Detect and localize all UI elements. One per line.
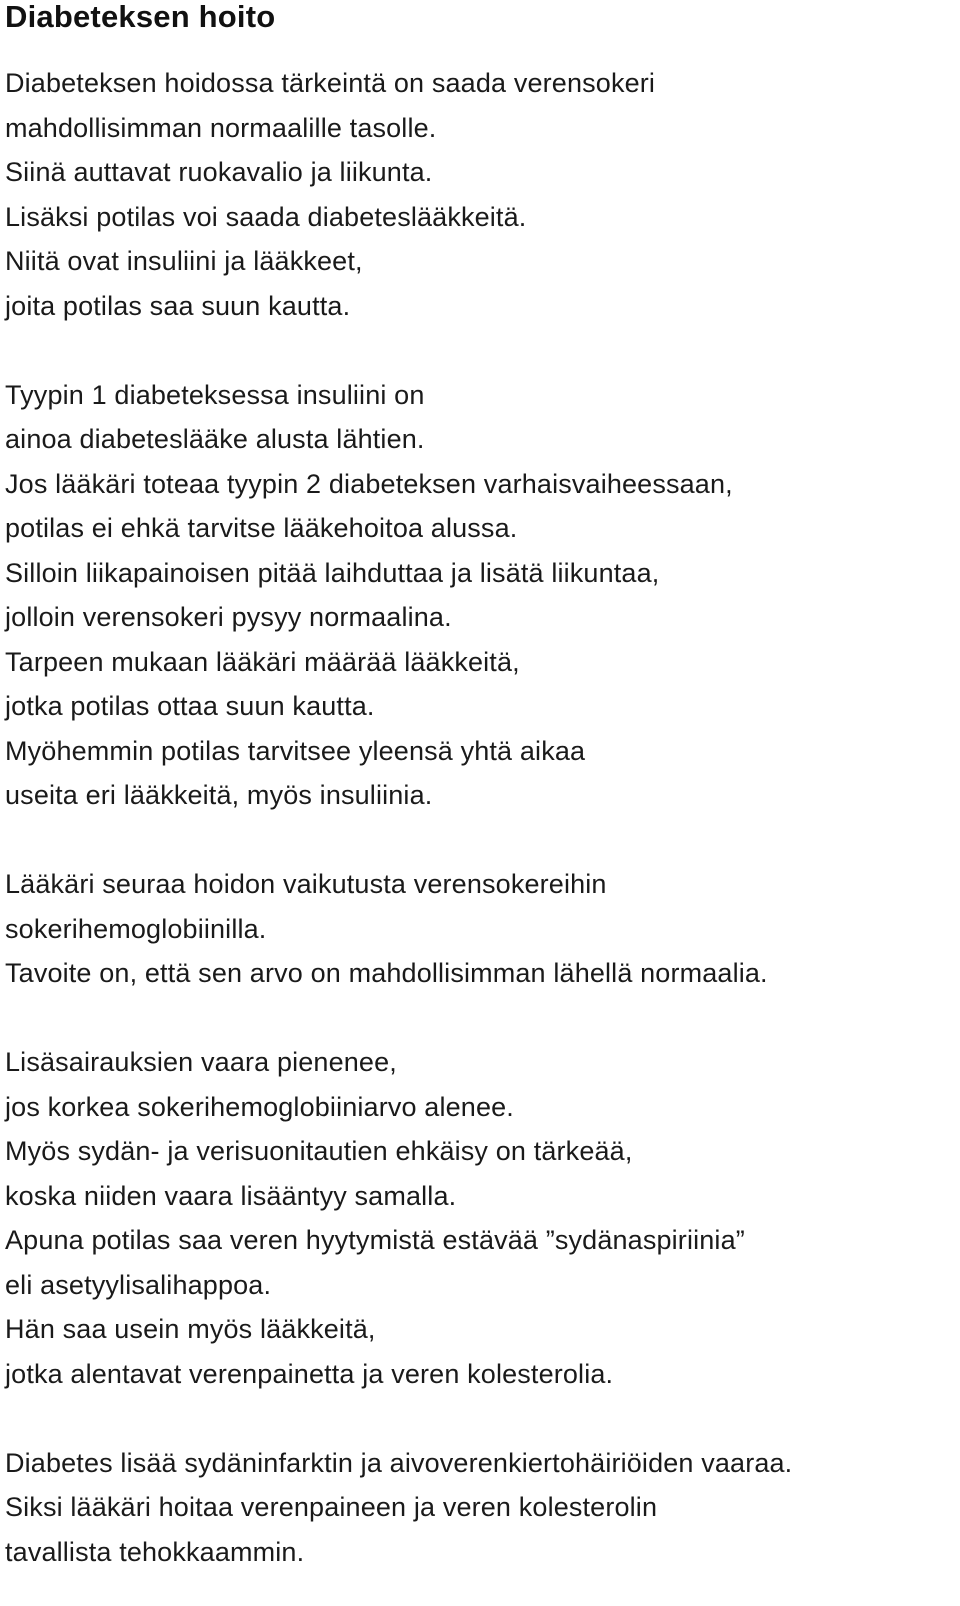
text-line: Silloin liikapainoisen pitää laihduttaa ja lisätä liikuntaa, [5, 557, 660, 588]
text-line: Tyypin 1 diabeteksessa insuliini on [5, 379, 425, 410]
text-line: joita potilas saa suun kautta. [5, 290, 351, 321]
text-line: eli asetyylisalihappoa. [5, 1269, 272, 1300]
text-line: useita eri lääkkeitä, myös insuliinia. [5, 780, 433, 810]
text-line: Apuna potilas saa veren hyytymistä estävää ”sydänaspiriinia” [5, 1225, 745, 1255]
text-line: Diabeteksen hoidossa tärkeintä on saada verensokeri [5, 68, 656, 98]
paragraph [5, 373, 955, 818]
text-line: mahdollisimman normaalille tasolle. [5, 112, 437, 143]
text-line: jotka alentavat verenpainetta ja veren kolesterolia. [5, 1358, 614, 1389]
document-page [5, 0, 955, 1574]
text-line: Tavoite on, että sen arvo on mahdollisimman lähellä normaalia. [5, 958, 768, 988]
body-text [5, 61, 955, 1574]
paragraph [5, 61, 955, 328]
text-line: ainoa diabeteslääke alusta lähtien. [5, 424, 425, 454]
paragraph [5, 1040, 955, 1396]
text-line: jos korkea sokerihemoglobiiniarvo alenee. [5, 1091, 514, 1122]
paragraph [5, 862, 955, 996]
text-line: Siinä auttavat ruokavalio ja liikunta. [5, 157, 433, 187]
text-line: Jos lääkäri toteaa tyypin 2 diabeteksen varhaisvaiheessaan, [5, 468, 733, 499]
page-title: Diabeteksen hoito [5, 0, 276, 34]
text-line: koska niiden vaara lisääntyy samalla. [5, 1180, 457, 1211]
text-line: sokerihemoglobiinilla. [5, 913, 267, 944]
text-line: Hän saa usein myös lääkkeitä, [5, 1314, 376, 1344]
text-line: jolloin verensokeri pysyy normaalina. [5, 602, 452, 632]
text-line: Niitä ovat insuliini ja lääkkeet, [5, 246, 363, 276]
text-line: Tarpeen mukaan lääkäri määrää lääkkeitä, [5, 646, 520, 677]
text-line: Myös sydän- ja verisuonitautien ehkäisy on tärkeää, [5, 1136, 633, 1166]
text-line: Lääkäri seuraa hoidon vaikutusta verensokereihin [5, 869, 607, 899]
text-line: Lisäsairauksien vaara pienenee, [5, 1047, 397, 1077]
text-line: Diabetes lisää sydäninfarktin ja aivoverenkiertohäiriöiden vaaraa. [5, 1447, 793, 1478]
paragraph [5, 1441, 955, 1575]
text-line: potilas ei ehkä tarvitse lääkehoitoa alussa. [5, 513, 518, 543]
text-line: Lisäksi potilas voi saada diabeteslääkkeitä. [5, 201, 527, 232]
text-line: tavallista tehokkaammin. [5, 1536, 305, 1567]
text-line: Myöhemmin potilas tarvitsee yleensä yhtä aikaa [5, 735, 586, 766]
text-line: Siksi lääkäri hoitaa verenpaineen ja veren kolesterolin [5, 1492, 658, 1522]
text-line: jotka potilas ottaa suun kautta. [5, 691, 375, 721]
